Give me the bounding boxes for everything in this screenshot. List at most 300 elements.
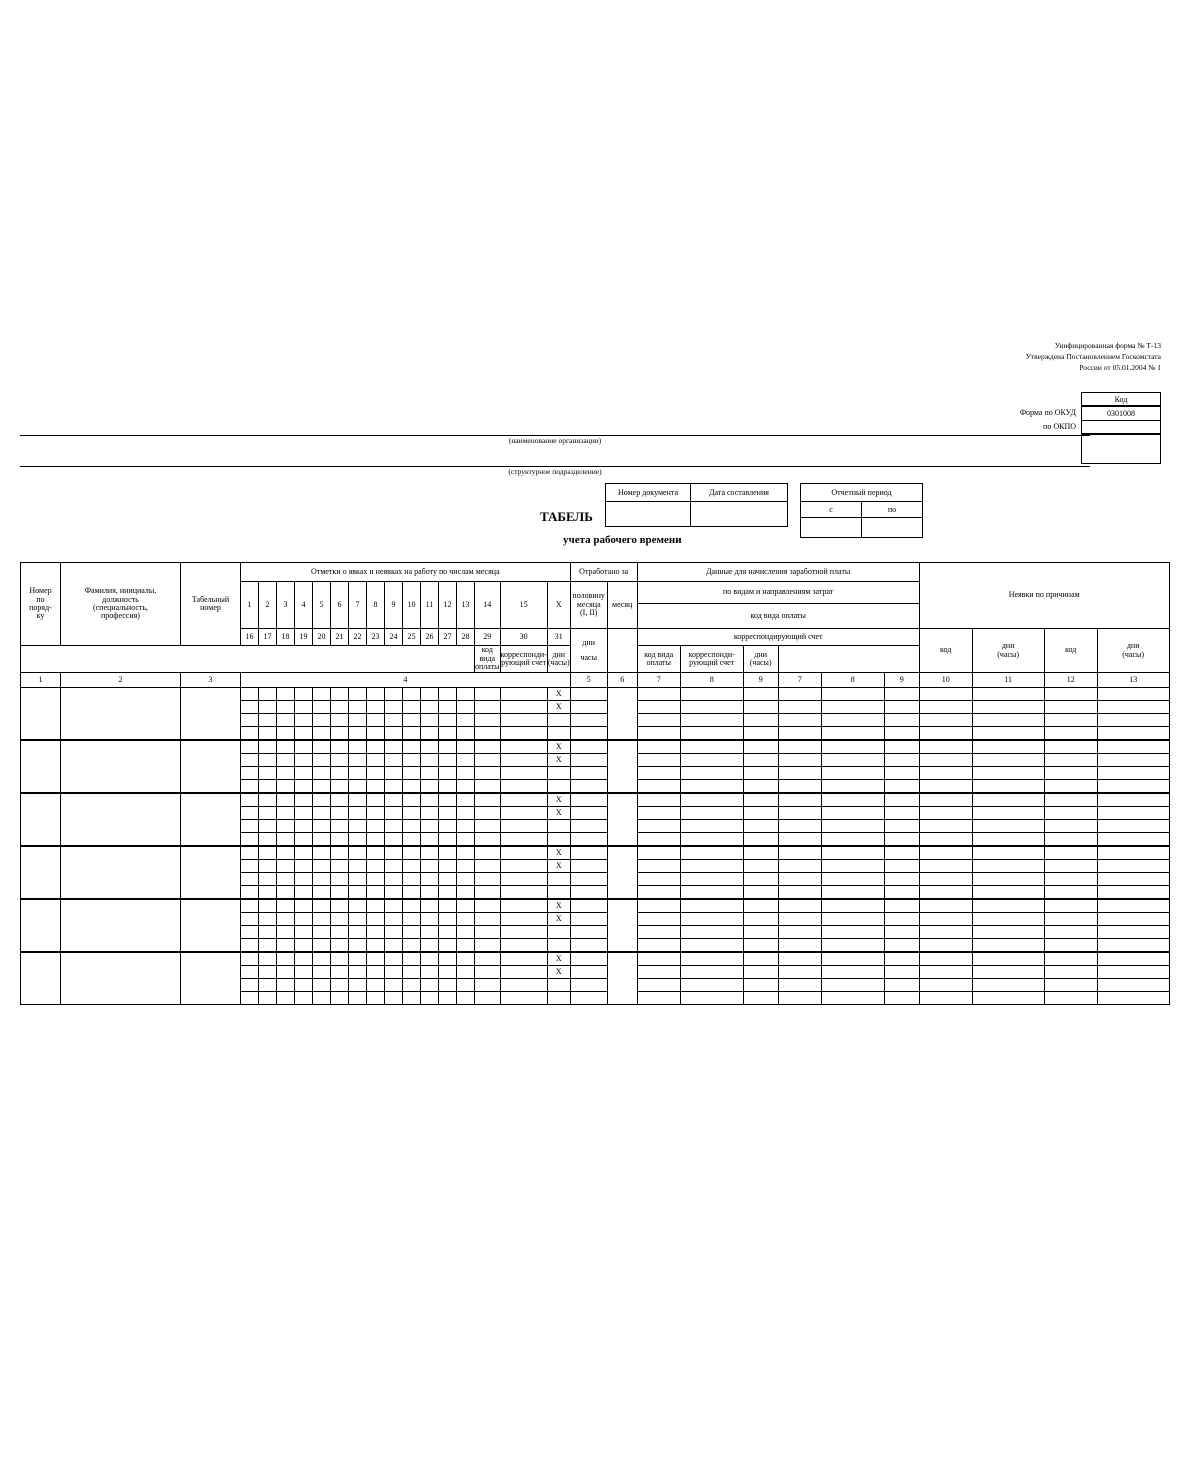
payroll-cell[interactable] <box>821 860 884 873</box>
day-cell[interactable]: X <box>547 846 570 860</box>
payroll-cell[interactable] <box>821 926 884 939</box>
day-cell[interactable] <box>385 979 403 992</box>
payroll-cell[interactable] <box>680 833 743 847</box>
payroll-cell[interactable] <box>778 740 821 754</box>
day-cell[interactable] <box>367 899 385 913</box>
day-cell[interactable] <box>367 793 385 807</box>
day-cell[interactable] <box>331 833 349 847</box>
payroll-cell[interactable] <box>778 926 821 939</box>
payroll-cell[interactable] <box>680 979 743 992</box>
day-cell[interactable] <box>331 820 349 833</box>
payroll-cell[interactable] <box>821 913 884 926</box>
day-cell[interactable] <box>475 952 501 966</box>
row-order-cell[interactable] <box>21 952 61 1005</box>
day-cell[interactable] <box>500 886 547 900</box>
absence-cell[interactable] <box>972 966 1044 979</box>
day-cell[interactable] <box>277 767 295 780</box>
absence-cell[interactable] <box>1044 899 1097 913</box>
day-cell[interactable] <box>403 780 421 794</box>
absence-cell[interactable] <box>919 688 972 701</box>
day-cell[interactable] <box>259 966 277 979</box>
payroll-cell[interactable] <box>821 846 884 860</box>
day-cell[interactable] <box>367 873 385 886</box>
day-cell[interactable] <box>500 966 547 979</box>
worked-month-cell[interactable] <box>607 688 637 741</box>
day-cell[interactable] <box>331 754 349 767</box>
absence-cell[interactable] <box>972 952 1044 966</box>
absence-cell[interactable] <box>972 701 1044 714</box>
worked-half-cell[interactable] <box>570 952 607 966</box>
row-fio-cell[interactable] <box>61 793 181 846</box>
row-tabnum-cell[interactable] <box>181 740 241 793</box>
payroll-cell[interactable] <box>743 793 778 807</box>
day-cell[interactable] <box>367 833 385 847</box>
day-cell[interactable] <box>295 727 313 741</box>
day-cell[interactable] <box>277 886 295 900</box>
day-cell[interactable] <box>349 688 367 701</box>
day-cell[interactable] <box>439 714 457 727</box>
day-cell[interactable] <box>403 714 421 727</box>
worked-month-cell[interactable] <box>607 846 637 899</box>
day-cell[interactable] <box>367 820 385 833</box>
day-cell[interactable] <box>385 873 403 886</box>
day-cell[interactable] <box>500 846 547 860</box>
day-cell[interactable] <box>385 886 403 900</box>
payroll-cell[interactable] <box>743 979 778 992</box>
day-cell[interactable] <box>313 913 331 926</box>
day-cell[interactable] <box>349 992 367 1005</box>
payroll-cell[interactable] <box>778 780 821 794</box>
worked-half-cell[interactable] <box>570 688 607 701</box>
absence-cell[interactable] <box>1044 992 1097 1005</box>
absence-cell[interactable] <box>972 926 1044 939</box>
day-cell[interactable] <box>259 701 277 714</box>
day-cell[interactable] <box>295 939 313 953</box>
day-cell[interactable] <box>313 727 331 741</box>
payroll-cell[interactable] <box>637 793 680 807</box>
payroll-cell[interactable] <box>637 740 680 754</box>
absence-cell[interactable] <box>972 886 1044 900</box>
day-cell[interactable] <box>385 992 403 1005</box>
absence-cell[interactable] <box>1097 793 1169 807</box>
day-cell[interactable] <box>331 926 349 939</box>
day-cell[interactable] <box>295 886 313 900</box>
day-cell[interactable] <box>385 727 403 741</box>
absence-cell[interactable] <box>1097 952 1169 966</box>
day-cell[interactable] <box>277 966 295 979</box>
day-cell[interactable] <box>259 754 277 767</box>
payroll-cell[interactable] <box>680 780 743 794</box>
day-cell[interactable] <box>403 793 421 807</box>
payroll-cell[interactable] <box>821 939 884 953</box>
day-cell[interactable] <box>367 807 385 820</box>
day-cell[interactable] <box>457 979 475 992</box>
day-cell[interactable] <box>349 740 367 754</box>
day-cell[interactable] <box>403 820 421 833</box>
day-cell[interactable] <box>367 966 385 979</box>
day-cell[interactable] <box>385 740 403 754</box>
payroll-cell[interactable] <box>680 846 743 860</box>
absence-cell[interactable] <box>1044 807 1097 820</box>
absence-cell[interactable] <box>1044 780 1097 794</box>
payroll-cell[interactable] <box>680 727 743 741</box>
day-cell[interactable] <box>457 899 475 913</box>
day-cell[interactable] <box>367 688 385 701</box>
day-cell[interactable] <box>367 846 385 860</box>
day-cell[interactable] <box>295 820 313 833</box>
payroll-cell[interactable] <box>884 913 919 926</box>
payroll-cell[interactable] <box>680 767 743 780</box>
day-cell[interactable] <box>457 820 475 833</box>
payroll-cell[interactable] <box>821 780 884 794</box>
day-cell[interactable] <box>385 807 403 820</box>
day-cell[interactable] <box>385 952 403 966</box>
day-cell[interactable] <box>547 939 570 953</box>
absence-cell[interactable] <box>1044 767 1097 780</box>
day-cell[interactable] <box>475 793 501 807</box>
day-cell[interactable] <box>331 701 349 714</box>
absence-cell[interactable] <box>1097 833 1169 847</box>
day-cell[interactable] <box>277 899 295 913</box>
day-cell[interactable] <box>475 754 501 767</box>
day-cell[interactable] <box>259 833 277 847</box>
day-cell[interactable] <box>367 992 385 1005</box>
day-cell[interactable] <box>457 952 475 966</box>
payroll-cell[interactable] <box>680 740 743 754</box>
table-row[interactable] <box>21 740 1170 754</box>
absence-cell[interactable] <box>1044 754 1097 767</box>
worked-half-cell[interactable] <box>570 886 607 900</box>
table-row[interactable] <box>21 688 1170 701</box>
day-cell[interactable] <box>385 846 403 860</box>
payroll-cell[interactable] <box>743 740 778 754</box>
day-cell[interactable] <box>277 873 295 886</box>
payroll-cell[interactable] <box>778 860 821 873</box>
day-cell[interactable] <box>403 807 421 820</box>
day-cell[interactable] <box>367 952 385 966</box>
payroll-cell[interactable] <box>743 833 778 847</box>
absence-cell[interactable] <box>919 992 972 1005</box>
row-order-cell[interactable] <box>21 899 61 952</box>
payroll-cell[interactable] <box>680 926 743 939</box>
day-cell[interactable] <box>259 714 277 727</box>
day-cell[interactable] <box>349 952 367 966</box>
worked-half-cell[interactable] <box>570 767 607 780</box>
worked-half-cell[interactable] <box>570 846 607 860</box>
absence-cell[interactable] <box>972 833 1044 847</box>
day-cell[interactable] <box>421 913 439 926</box>
day-cell[interactable] <box>313 793 331 807</box>
table-row[interactable] <box>21 899 1170 913</box>
worked-half-cell[interactable] <box>570 992 607 1005</box>
day-cell[interactable] <box>313 833 331 847</box>
payroll-cell[interactable] <box>778 701 821 714</box>
day-cell[interactable] <box>439 952 457 966</box>
day-cell[interactable] <box>349 714 367 727</box>
payroll-cell[interactable] <box>637 939 680 953</box>
day-cell[interactable] <box>421 754 439 767</box>
worked-half-cell[interactable] <box>570 899 607 913</box>
day-cell[interactable] <box>439 860 457 873</box>
day-cell[interactable] <box>475 926 501 939</box>
absence-cell[interactable] <box>1044 873 1097 886</box>
payroll-cell[interactable] <box>637 807 680 820</box>
day-cell[interactable] <box>241 807 259 820</box>
payroll-cell[interactable] <box>778 846 821 860</box>
payroll-cell[interactable] <box>637 714 680 727</box>
worked-month-cell[interactable] <box>607 793 637 846</box>
absence-cell[interactable] <box>919 886 972 900</box>
day-cell[interactable] <box>547 926 570 939</box>
day-cell[interactable] <box>403 952 421 966</box>
payroll-cell[interactable] <box>778 793 821 807</box>
day-cell[interactable] <box>403 767 421 780</box>
payroll-cell[interactable] <box>743 913 778 926</box>
payroll-cell[interactable] <box>680 939 743 953</box>
day-cell[interactable] <box>259 846 277 860</box>
day-cell[interactable] <box>385 793 403 807</box>
payroll-cell[interactable] <box>884 939 919 953</box>
absence-cell[interactable] <box>1044 833 1097 847</box>
absence-cell[interactable] <box>1044 740 1097 754</box>
worked-half-cell[interactable] <box>570 913 607 926</box>
day-cell[interactable] <box>331 846 349 860</box>
day-cell[interactable] <box>241 740 259 754</box>
day-cell[interactable] <box>439 992 457 1005</box>
day-cell[interactable] <box>457 807 475 820</box>
day-cell[interactable] <box>295 992 313 1005</box>
day-cell[interactable] <box>259 979 277 992</box>
doc-number-value[interactable] <box>606 502 691 527</box>
payroll-cell[interactable] <box>743 714 778 727</box>
day-cell[interactable] <box>277 939 295 953</box>
worked-half-cell[interactable] <box>570 754 607 767</box>
payroll-cell[interactable] <box>884 740 919 754</box>
payroll-cell[interactable] <box>821 979 884 992</box>
payroll-cell[interactable] <box>778 820 821 833</box>
day-cell[interactable] <box>403 899 421 913</box>
day-cell[interactable] <box>385 780 403 794</box>
day-cell[interactable] <box>259 820 277 833</box>
payroll-cell[interactable] <box>637 846 680 860</box>
payroll-cell[interactable] <box>884 714 919 727</box>
payroll-cell[interactable] <box>821 807 884 820</box>
day-cell[interactable] <box>385 860 403 873</box>
day-cell[interactable] <box>331 727 349 741</box>
payroll-cell[interactable] <box>778 899 821 913</box>
payroll-cell[interactable] <box>680 807 743 820</box>
day-cell[interactable] <box>241 860 259 873</box>
absence-cell[interactable] <box>972 793 1044 807</box>
worked-half-cell[interactable] <box>570 939 607 953</box>
day-cell[interactable] <box>475 701 501 714</box>
day-cell[interactable] <box>403 754 421 767</box>
day-cell[interactable] <box>421 860 439 873</box>
absence-cell[interactable] <box>1044 886 1097 900</box>
day-cell[interactable] <box>547 714 570 727</box>
absence-cell[interactable] <box>919 939 972 953</box>
day-cell[interactable] <box>331 793 349 807</box>
payroll-cell[interactable] <box>680 701 743 714</box>
day-cell[interactable] <box>500 979 547 992</box>
day-cell[interactable] <box>457 846 475 860</box>
day-cell[interactable] <box>500 926 547 939</box>
absence-cell[interactable] <box>1044 688 1097 701</box>
day-cell[interactable] <box>500 714 547 727</box>
day-cell[interactable] <box>421 952 439 966</box>
absence-cell[interactable] <box>1097 899 1169 913</box>
absence-cell[interactable] <box>1044 714 1097 727</box>
absence-cell[interactable] <box>1097 754 1169 767</box>
day-cell[interactable] <box>349 833 367 847</box>
absence-cell[interactable] <box>1097 767 1169 780</box>
day-cell[interactable] <box>439 873 457 886</box>
payroll-cell[interactable] <box>680 688 743 701</box>
day-cell[interactable] <box>349 820 367 833</box>
day-cell[interactable] <box>439 939 457 953</box>
day-cell[interactable] <box>475 966 501 979</box>
payroll-cell[interactable] <box>778 873 821 886</box>
payroll-cell[interactable] <box>743 688 778 701</box>
payroll-cell[interactable] <box>821 833 884 847</box>
day-cell[interactable]: X <box>547 688 570 701</box>
day-cell[interactable] <box>500 740 547 754</box>
day-cell[interactable] <box>385 939 403 953</box>
worked-half-cell[interactable] <box>570 793 607 807</box>
worked-month-cell[interactable] <box>607 740 637 793</box>
day-cell[interactable] <box>367 767 385 780</box>
absence-cell[interactable] <box>1044 727 1097 741</box>
payroll-cell[interactable] <box>778 939 821 953</box>
day-cell[interactable] <box>500 952 547 966</box>
worked-half-cell[interactable] <box>570 860 607 873</box>
day-cell[interactable] <box>475 992 501 1005</box>
payroll-cell[interactable] <box>821 952 884 966</box>
payroll-cell[interactable] <box>884 873 919 886</box>
day-cell[interactable] <box>475 860 501 873</box>
payroll-cell[interactable] <box>743 926 778 939</box>
absence-cell[interactable] <box>919 979 972 992</box>
day-cell[interactable] <box>439 820 457 833</box>
absence-cell[interactable] <box>919 873 972 886</box>
day-cell[interactable] <box>457 793 475 807</box>
day-cell[interactable] <box>500 793 547 807</box>
day-cell[interactable] <box>403 688 421 701</box>
payroll-cell[interactable] <box>821 767 884 780</box>
day-cell[interactable] <box>241 754 259 767</box>
day-cell[interactable] <box>313 860 331 873</box>
payroll-cell[interactable] <box>778 886 821 900</box>
day-cell[interactable] <box>313 886 331 900</box>
day-cell[interactable] <box>547 727 570 741</box>
absence-cell[interactable] <box>1044 820 1097 833</box>
day-cell[interactable] <box>457 833 475 847</box>
day-cell[interactable] <box>313 780 331 794</box>
day-cell[interactable] <box>277 833 295 847</box>
absence-cell[interactable] <box>1097 714 1169 727</box>
payroll-cell[interactable] <box>680 913 743 926</box>
day-cell[interactable] <box>313 767 331 780</box>
day-cell[interactable] <box>241 714 259 727</box>
day-cell[interactable] <box>277 807 295 820</box>
payroll-cell[interactable] <box>778 754 821 767</box>
worked-month-cell[interactable] <box>607 899 637 952</box>
day-cell[interactable] <box>349 780 367 794</box>
day-cell[interactable] <box>500 727 547 741</box>
day-cell[interactable] <box>385 833 403 847</box>
day-cell[interactable] <box>313 754 331 767</box>
okpo-blank-cell[interactable] <box>1081 434 1161 464</box>
day-cell[interactable] <box>259 913 277 926</box>
day-cell[interactable] <box>547 767 570 780</box>
day-cell[interactable] <box>277 952 295 966</box>
day-cell[interactable] <box>367 701 385 714</box>
worked-half-cell[interactable] <box>570 833 607 847</box>
day-cell[interactable] <box>259 860 277 873</box>
day-cell[interactable] <box>295 833 313 847</box>
day-cell[interactable] <box>277 727 295 741</box>
day-cell[interactable] <box>259 807 277 820</box>
payroll-cell[interactable] <box>637 833 680 847</box>
day-cell[interactable] <box>277 979 295 992</box>
payroll-cell[interactable] <box>743 899 778 913</box>
payroll-cell[interactable] <box>680 886 743 900</box>
row-order-cell[interactable] <box>21 793 61 846</box>
payroll-cell[interactable] <box>680 873 743 886</box>
day-cell[interactable] <box>475 688 501 701</box>
row-tabnum-cell[interactable] <box>181 793 241 846</box>
day-cell[interactable] <box>421 966 439 979</box>
payroll-cell[interactable] <box>821 754 884 767</box>
payroll-cell[interactable] <box>637 754 680 767</box>
day-cell[interactable] <box>367 886 385 900</box>
payroll-cell[interactable] <box>743 754 778 767</box>
payroll-cell[interactable] <box>778 727 821 741</box>
day-cell[interactable] <box>475 899 501 913</box>
day-cell[interactable] <box>277 846 295 860</box>
day-cell[interactable] <box>241 767 259 780</box>
day-cell[interactable] <box>439 780 457 794</box>
day-cell[interactable] <box>241 688 259 701</box>
day-cell[interactable] <box>349 873 367 886</box>
day-cell[interactable] <box>295 807 313 820</box>
payroll-cell[interactable] <box>680 754 743 767</box>
day-cell[interactable] <box>313 952 331 966</box>
day-cell[interactable] <box>367 939 385 953</box>
row-fio-cell[interactable] <box>61 688 181 741</box>
day-cell[interactable] <box>457 714 475 727</box>
day-cell[interactable] <box>331 979 349 992</box>
payroll-cell[interactable] <box>680 820 743 833</box>
day-cell[interactable] <box>439 740 457 754</box>
day-cell[interactable] <box>331 873 349 886</box>
day-cell[interactable] <box>259 992 277 1005</box>
day-cell[interactable] <box>500 913 547 926</box>
absence-cell[interactable] <box>972 754 1044 767</box>
day-cell[interactable] <box>349 807 367 820</box>
day-cell[interactable] <box>475 833 501 847</box>
absence-cell[interactable] <box>972 860 1044 873</box>
day-cell[interactable] <box>403 727 421 741</box>
day-cell[interactable] <box>295 926 313 939</box>
payroll-cell[interactable] <box>680 952 743 966</box>
absence-cell[interactable] <box>919 740 972 754</box>
absence-cell[interactable] <box>972 846 1044 860</box>
day-cell[interactable] <box>475 740 501 754</box>
payroll-cell[interactable] <box>637 820 680 833</box>
payroll-cell[interactable] <box>884 846 919 860</box>
day-cell[interactable] <box>457 886 475 900</box>
